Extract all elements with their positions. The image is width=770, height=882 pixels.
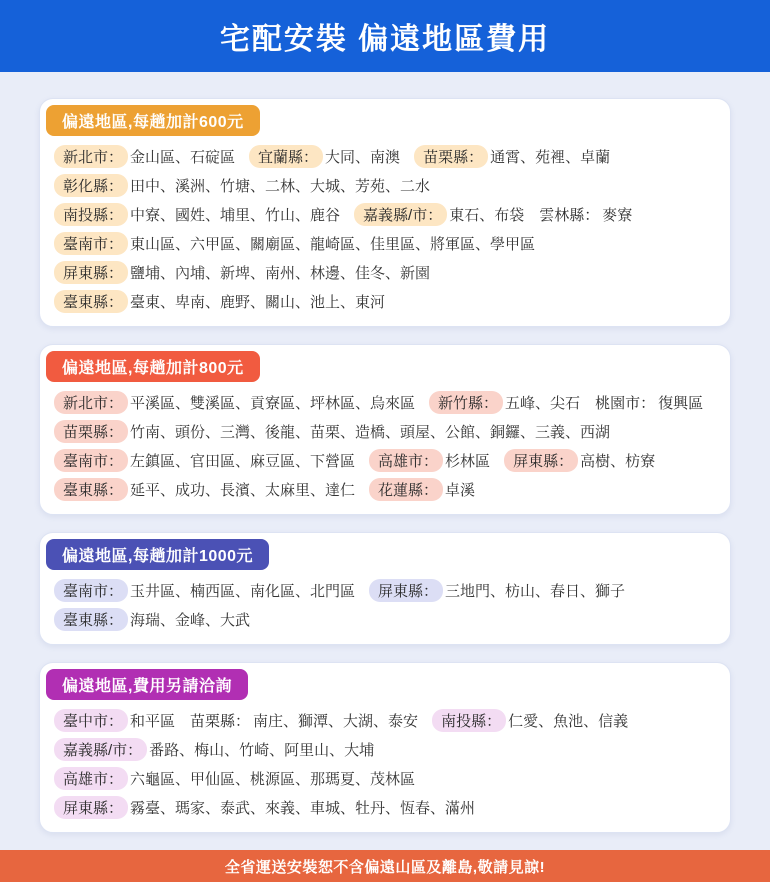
- area-list: 復興區: [658, 395, 704, 412]
- page-header: [0, 0, 770, 72]
- region-tag: 屏東縣：: [54, 261, 128, 284]
- region-group: [429, 391, 580, 414]
- region-line: [54, 287, 716, 316]
- region-group: [54, 232, 535, 255]
- area-list: 左鎮區、官田區、麻豆區、下營區: [130, 453, 356, 470]
- region-tag: 新北市：: [54, 145, 128, 168]
- region-group: [54, 203, 340, 226]
- region-group: [354, 203, 524, 226]
- area-list: 通霄、苑裡、卓蘭: [490, 149, 611, 166]
- fee-card: [39, 532, 731, 645]
- area-list: 南庄、獅潭、大湖、泰安: [253, 713, 419, 730]
- area-list: 玉井區、楠西區、南化區、北門區: [130, 583, 356, 600]
- region-tag: 新竹縣：: [429, 391, 503, 414]
- region-group: [249, 145, 400, 168]
- region-tag: 苗栗縣：: [414, 145, 488, 168]
- area-list: 平溪區、雙溪區、貢寮區、坪林區、烏來區: [130, 395, 416, 412]
- area-list: 大同、南澳: [325, 149, 401, 166]
- area-list: 田中、溪洲、竹塘、二林、大城、芳苑、二水: [130, 178, 431, 195]
- area-list: 竹南、頭份、三灣、後龍、苗栗、造橋、頭屋、公館、銅鑼、三義、西湖: [130, 424, 611, 441]
- region-line: [54, 706, 716, 735]
- region-tag: 嘉義縣/市：: [354, 203, 447, 226]
- region-tag: 花蓮縣：: [369, 478, 443, 501]
- region-line: [54, 605, 716, 634]
- region-group: [369, 478, 475, 501]
- region-tag: 臺東縣：: [54, 608, 128, 631]
- region-line: [54, 171, 716, 200]
- area-list: 仁愛、魚池、信義: [508, 713, 629, 730]
- region-tag: 屏東縣：: [369, 579, 443, 602]
- area-list: 六龜區、甲仙區、桃源區、那瑪夏、茂林區: [130, 771, 416, 788]
- region-tag: 臺東縣：: [54, 290, 128, 313]
- area-list: 延平、成功、長濱、太麻里、達仁: [130, 482, 356, 499]
- footer-disclaimer: [0, 850, 770, 882]
- region-group: [54, 608, 250, 631]
- area-list: 高樹、枋寮: [580, 453, 656, 470]
- region-group: [54, 174, 430, 197]
- region-group: [369, 579, 625, 602]
- region-line: [54, 793, 716, 822]
- area-list: 東石、布袋: [449, 207, 525, 224]
- region-tag: 苗栗縣：: [190, 713, 251, 730]
- area-list: 海瑞、金峰、大武: [130, 612, 251, 629]
- region-group: [54, 420, 610, 443]
- region-tag: 南投縣：: [432, 709, 506, 732]
- region-tag: 臺東縣：: [54, 478, 128, 501]
- fee-badge: 偏遠地區,每趟加計1000元: [46, 539, 269, 570]
- area-list: 東山區、六甲區、關廟區、龍崎區、佳里區、將軍區、學甲區: [130, 236, 536, 253]
- fee-card: [39, 344, 731, 515]
- area-list: 臺東、卑南、鹿野、關山、池上、東河: [130, 294, 386, 311]
- region-group: [538, 203, 632, 226]
- region-line: [54, 576, 716, 605]
- region-line: [54, 417, 716, 446]
- area-list: 金山區、石碇區: [130, 149, 236, 166]
- region-tag: 臺南市：: [54, 579, 128, 602]
- region-tag: 新北市：: [54, 391, 128, 414]
- region-group: [369, 449, 490, 472]
- fee-card-list: [0, 72, 770, 850]
- fee-badge: 偏遠地區,費用另請洽詢: [46, 669, 248, 700]
- region-line: [54, 735, 716, 764]
- region-group: [54, 478, 355, 501]
- region-tag: 南投縣：: [54, 203, 128, 226]
- region-line: [54, 229, 716, 258]
- area-list: 卓溪: [445, 482, 476, 499]
- region-tag: 臺南市：: [54, 232, 128, 255]
- footer-note: 全省運送安裝恕不含偏遠山區及離島,敬請見諒!: [224, 858, 546, 876]
- region-tag: 屏東縣：: [504, 449, 578, 472]
- area-list: 五峰、尖石: [505, 395, 581, 412]
- region-group: [54, 290, 385, 313]
- region-line: [54, 142, 716, 171]
- area-list: 鹽埔、內埔、新埤、南州、林邊、佳冬、新園: [130, 265, 431, 282]
- region-group: [189, 709, 418, 732]
- region-group: [54, 145, 235, 168]
- region-tag: 苗栗縣：: [54, 420, 128, 443]
- region-line: [54, 764, 716, 793]
- page-title: 宅配安裝 偏遠地區費用: [219, 23, 551, 56]
- region-line: [54, 475, 716, 504]
- fee-card: [39, 98, 731, 327]
- area-list: 杉林區: [445, 453, 491, 470]
- area-list: 麥寮: [602, 207, 633, 224]
- region-tag: 宜蘭縣：: [249, 145, 323, 168]
- region-tag: 高雄市：: [369, 449, 443, 472]
- region-group: [54, 796, 475, 819]
- region-tag: 嘉義縣/市：: [54, 738, 147, 761]
- region-group: [414, 145, 610, 168]
- region-group: [54, 391, 415, 414]
- area-list: 番路、梅山、竹崎、阿里山、大埔: [149, 742, 375, 759]
- region-line: [54, 388, 716, 417]
- fee-badge: 偏遠地區,每趟加計800元: [46, 351, 260, 382]
- area-list: 中寮、國姓、埔里、竹山、鹿谷: [130, 207, 341, 224]
- fee-card: [39, 662, 731, 833]
- region-group: [54, 579, 355, 602]
- fee-badge: 偏遠地區,每趟加計600元: [46, 105, 260, 136]
- region-group: [504, 449, 655, 472]
- region-tag: 雲林縣：: [539, 207, 600, 224]
- region-group: [54, 261, 430, 284]
- region-group: [594, 391, 703, 414]
- region-tag: 彰化縣：: [54, 174, 128, 197]
- region-group: [54, 709, 175, 732]
- area-list: 和平區: [130, 713, 176, 730]
- region-line: [54, 258, 716, 287]
- region-tag: 臺中市：: [54, 709, 128, 732]
- region-tag: 高雄市：: [54, 767, 128, 790]
- region-group: [54, 767, 415, 790]
- region-tag: 屏東縣：: [54, 796, 128, 819]
- region-group: [54, 738, 374, 761]
- region-line: [54, 446, 716, 475]
- area-list: 三地門、枋山、春日、獅子: [445, 583, 626, 600]
- region-tag: 臺南市：: [54, 449, 128, 472]
- region-group: [432, 709, 628, 732]
- area-list: 霧臺、瑪家、泰武、來義、車城、牡丹、恆春、滿州: [130, 800, 476, 817]
- region-group: [54, 449, 355, 472]
- region-line: [54, 200, 716, 229]
- region-tag: 桃園市：: [595, 395, 656, 412]
